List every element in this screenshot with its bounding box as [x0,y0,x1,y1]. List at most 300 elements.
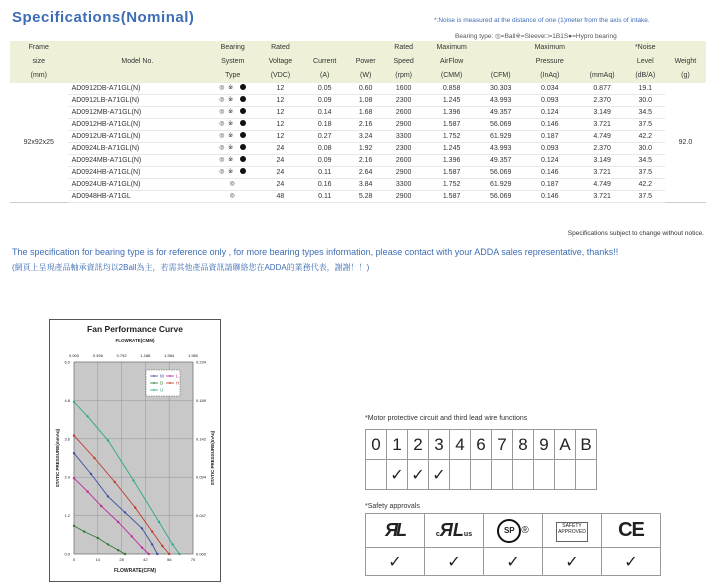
table-header-cell: (A) [303,69,347,83]
speed-cell: 2900 [384,167,422,179]
frame-size-cell: 92x92x25 [10,83,68,203]
cfm-cell: 43.993 [480,95,521,107]
ce-cell [602,514,661,548]
model-cell: AD0912LB-A71GL(N) [68,95,208,107]
bearing-type-cell [207,167,258,179]
table-row [10,119,706,131]
current-cell: 0.18 [303,119,347,131]
current-cell: 0.09 [303,95,347,107]
voltage-cell: 12 [258,131,302,143]
function-check-cell [576,460,597,490]
chart-svg [50,320,220,581]
tuv-cell [543,514,602,548]
chart-legend-label: U [160,387,164,393]
check-icon: ✓ [602,548,661,576]
model-cell: AD0924HB-A71GL(N) [68,167,208,179]
chart-point-H [151,530,153,532]
hypro-bearing-icon [240,108,246,114]
chart-legend-marker [169,375,171,377]
voltage-cell: 12 [258,95,302,107]
ce-icon: CE [618,519,644,541]
cfm-cell: 61.929 [480,179,521,191]
cfm-cell: 56.069 [480,191,521,203]
model-cell: AD0924UB-A71GL(N) [68,179,208,191]
bearing-symbols: ◎ ※ [219,85,235,91]
functions-table [365,429,597,490]
table-header-cell: *Noise [626,41,665,55]
cmm-cell: 0.858 [423,83,481,95]
table-header-cell [579,55,626,69]
table-row [10,179,706,191]
csa-cell: SP ® [484,514,543,548]
disclaimer-english: The specification for bearing type is for reference only , for more bearing types information, please contact with your ADDA sales representative, thanks!! [12,247,619,257]
chart-point-D [117,549,119,551]
power-cell: 2.64 [347,167,385,179]
table-row [10,167,706,179]
inaq-cell: 0.124 [521,155,579,167]
chart-right-tick-label: 0.234 [196,359,207,365]
cmm-cell: 1.396 [423,155,481,167]
chart-point-L [86,490,88,492]
cmm-cell: 1.245 [423,95,481,107]
speed-cell: 1600 [384,83,422,95]
chart-point-M [90,473,92,475]
table-header-cell: (rpm) [384,69,422,83]
model-cell: AD0912UB-A71GL(N) [68,131,208,143]
mmaq-cell: 3.149 [579,107,626,119]
chart-right-tick-label: 0.094 [196,474,207,480]
chart-y-tick-label: 4.8 [64,397,70,403]
bearing-symbols: ◎ ※ [219,169,235,175]
mmaq-cell: 0.877 [579,83,626,95]
power-cell: 1.08 [347,95,385,107]
model-cell: AD0924MB-A71GL(N) [68,155,208,167]
speed-cell: 2600 [384,107,422,119]
speed-cell: 2600 [384,155,422,167]
table-header-cell: Level [626,55,665,69]
function-code-cell: A [555,430,576,460]
table-header-cell: Bearing [207,41,258,55]
chart-y-tick-label: 1.2 [64,513,70,519]
power-cell: 0.60 [347,83,385,95]
table-header-cell: Maximum [423,41,481,55]
bearing-symbols: ◎ [229,181,236,187]
chart-legend-marker [153,389,155,391]
chart-point-D [73,525,75,527]
chart-legend-marker [153,375,155,377]
bearing-symbols: ◎ ※ [219,133,235,139]
weight-cell: 92.0 [665,83,706,203]
table-header-cell: (W) [347,69,385,83]
mmaq-cell: 3.721 [579,191,626,203]
chart-point-L [117,521,119,523]
model-cell: AD0912MB-A71GL(N) [68,107,208,119]
power-cell: 5.28 [347,191,385,203]
chart-right-tick-label: 0.047 [196,513,207,519]
current-cell: 0.16 [303,179,347,191]
bearing-symbols: ◎ ※ [219,121,235,127]
table-row [10,95,706,107]
chart-point-M [156,553,158,555]
inaq-cell: 0.146 [521,119,579,131]
mmaq-cell: 3.721 [579,167,626,179]
power-cell: 3.24 [347,131,385,143]
specifications-table [10,41,706,203]
inaq-cell: 0.093 [521,95,579,107]
bearing-type-cell [207,179,258,191]
check-icon: ✓ [543,548,602,576]
bearing-symbols: ◎ ※ [219,157,235,163]
table-header-cell [68,41,208,55]
table-header-cell: Power [347,55,385,69]
chart-point-U [107,439,109,441]
chart-x-tick-label: 0 [72,557,76,562]
bearing-type-cell [207,95,258,107]
table-row [10,107,706,119]
chart-x-tick-label: 56 [166,557,172,562]
table-header-cell: Rated [384,41,422,55]
noise-cell: 30.0 [626,143,665,155]
function-check-cell [555,460,576,490]
chart-point-H [73,434,75,436]
speed-cell: 3300 [384,179,422,191]
table-header-cell: (CMM) [423,69,481,83]
noise-cell: 30.0 [626,95,665,107]
csa-icon: SP [497,519,521,543]
chart-point-L [131,535,133,537]
chart-x-tick-label: 28 [119,557,124,562]
current-cell: 0.08 [303,143,347,155]
chart-legend-label: D [160,380,164,386]
table-header-cell: (g) [665,69,706,83]
chart-x-axis-label: FLOWRATE(CFM) [113,568,157,574]
chart-y-tick-label: 2.4 [64,474,70,480]
current-cell: 0.09 [303,155,347,167]
function-code-cell: B [576,430,597,460]
function-code-cell: 6 [471,430,492,460]
cfm-cell: 56.069 [480,167,521,179]
table-header-cell: Frame [10,41,68,55]
cfm-cell: 56.069 [480,119,521,131]
chart-point-M [124,511,126,513]
chart-point-L [100,505,102,507]
voltage-cell: 24 [258,143,302,155]
table-header-cell: (dB/A) [626,69,665,83]
chart-point-D [97,537,99,539]
inaq-cell: 0.034 [521,83,579,95]
safety-caption: *Safety approvals [365,503,420,510]
table-header-cell: Maximum [521,41,579,55]
inaq-cell: 0.146 [521,167,579,179]
function-code-cell: 4 [450,430,471,460]
table-header-cell: Voltage [258,55,302,69]
speed-cell: 3300 [384,131,422,143]
chart-point-U [132,479,134,481]
voltage-cell: 24 [258,179,302,191]
cul-recognized-icon: cЯLus [435,520,473,540]
bearing-type-cell [207,119,258,131]
chart-top-tick-label: 0.792 [116,353,127,358]
chart-legend-label: L [176,373,179,379]
cfm-cell: 43.993 [480,143,521,155]
chart-top-tick-label: 0.000 [68,353,80,358]
chart-legend-marker [153,382,155,384]
chart-point-L [141,546,143,548]
noise-note: *:Noise is measured at the distance of one (1)meter from the axis of intake. [434,17,650,24]
chart-legend-label: H [176,380,180,386]
chart-top-tick-label: 1.188 [140,353,151,358]
chart-top-tick-label: 1.584 [164,353,175,358]
mmaq-cell: 3.721 [579,119,626,131]
bearing-symbols: ◎ [229,193,236,199]
chart-point-L [148,553,150,555]
hypro-bearing-icon [240,168,246,174]
function-code-cell: 9 [534,430,555,460]
table-header-cell: Model No. [68,55,208,69]
chart-point-D [107,543,109,545]
table-header-cell: (mmAq) [579,69,626,83]
chart-top-tick-label: 0.396 [92,353,103,358]
noise-cell: 19.1 [626,83,665,95]
current-cell: 0.11 [303,167,347,179]
cmm-cell: 1.587 [423,119,481,131]
chart-point-D [124,553,126,555]
function-check-cell [534,460,555,490]
bearing-type-legend-prefix: Bearing type: [455,33,494,40]
voltage-cell: 24 [258,155,302,167]
bearing-type-cell [207,191,258,203]
tuv-icon: SAFETY APPROVED [556,522,588,542]
chart-point-H [168,553,170,555]
current-cell: 0.14 [303,107,347,119]
disclaimer-chinese: (網頁上呈現產品軸承資訊均以2Ball為主，若需其他產品資訊請聯絡您在ADDA的業務代表，謝謝！！) [12,263,370,272]
function-check-cell [366,460,387,490]
hypro-bearing-icon [240,144,246,150]
chart-point-U [158,521,160,523]
function-check-cell [450,460,471,490]
check-icon: ✓ [366,548,425,576]
function-check-cell [513,460,534,490]
hypro-bearing-icon [240,96,246,102]
chart-legend-marker [169,382,171,384]
mmaq-cell: 3.149 [579,155,626,167]
chart-point-U [73,401,75,403]
chart-point-H [134,506,136,508]
cfm-cell: 49.357 [480,107,521,119]
table-header-cell: Current [303,55,347,69]
noise-cell: 34.5 [626,107,665,119]
speed-cell: 2900 [384,119,422,131]
chart-y-tick-label: 3.6 [64,436,70,442]
table-header-cell: size [10,55,68,69]
chart-x-tick-label: 42 [143,557,148,562]
function-code-cell: 7 [492,430,513,460]
hypro-bearing-icon [240,156,246,162]
table-header-cell: Pressure [521,55,579,69]
chart-y-axis-label: STATIC PRESSURE(mmAq) [55,428,60,488]
table-header-cell [303,41,347,55]
chart-point-H [114,481,116,483]
bearing-symbols: ◎ ※ [219,145,235,151]
table-header-cell: Rated [258,41,302,55]
mmaq-cell: 2.370 [579,95,626,107]
bearing-symbols: ◎ ※ [219,97,235,103]
bearing-symbols: ◎ ※ [219,109,235,115]
table-header-cell: (VDC) [258,69,302,83]
voltage-cell: 48 [258,191,302,203]
bearing-type-cell [207,143,258,155]
table-header-cell [665,41,706,55]
bearing-type-cell [207,107,258,119]
voltage-cell: 12 [258,119,302,131]
ul-recognized-icon: ЯL [384,520,406,540]
current-cell: 0.27 [303,131,347,143]
chart-point-H [93,457,95,459]
power-cell: 3.84 [347,179,385,191]
noise-cell: 34.5 [626,155,665,167]
hypro-bearing-icon [240,84,246,90]
cmm-cell: 1.587 [423,167,481,179]
chart-legend-label: M [160,373,164,379]
table-header-cell: Type [207,69,258,83]
cfm-cell: 61.929 [480,131,521,143]
power-cell: 1.92 [347,143,385,155]
check-icon: ✓ [408,460,429,490]
model-cell: AD0924LB-A71GL(N) [68,143,208,155]
table-header-cell: Speed [384,55,422,69]
inaq-cell: 0.187 [521,131,579,143]
noise-cell: 42.2 [626,131,665,143]
hypro-bearing-icon [240,132,246,138]
noise-cell: 37.5 [626,191,665,203]
chart-point-U [171,543,173,545]
cmm-cell: 1.396 [423,107,481,119]
current-cell: 0.11 [303,191,347,203]
cmm-cell: 1.245 [423,143,481,155]
inaq-cell: 0.187 [521,179,579,191]
table-row [10,143,706,155]
chart-x-tick-label: 70 [190,557,196,562]
chart-top-axis-label: FLOWRATE(CMM) [115,338,155,343]
cfm-cell: 49.357 [480,155,521,167]
chart-point-U [86,415,88,417]
table-header-cell: (CFM) [480,69,521,83]
function-check-cell [492,460,513,490]
chart-x-tick-label: 14 [95,557,101,562]
cfm-cell: 30.303 [480,83,521,95]
spec-footnote: Specifications subject to change without notice. [567,230,704,237]
table-header-cell [480,55,521,69]
table-row [10,155,706,167]
check-icon: ✓ [429,460,450,490]
bearing-type-cell [207,155,258,167]
bearing-type-legend-text: ◎=Ball※=Sleeve□=1B1S●=Hypro bearing [495,33,617,40]
mmaq-cell: 4.749 [579,179,626,191]
table-header-cell [347,41,385,55]
bearing-type-cell [207,131,258,143]
function-code-cell: 3 [429,430,450,460]
cul-recognized-cell [425,514,484,548]
power-cell: 2.16 [347,119,385,131]
table-row [10,83,706,95]
table-header-cell: AirFlow [423,55,481,69]
function-code-cell: 2 [408,430,429,460]
chart-right-tick-label: 0.189 [196,397,207,403]
chart-point-M [141,527,143,529]
chart-right-tick-label: 0.142 [196,436,207,442]
cmm-cell: 1.752 [423,131,481,143]
cmm-cell: 1.587 [423,191,481,203]
bearing-type-legend [455,32,617,40]
power-cell: 1.68 [347,107,385,119]
function-code-cell: 1 [387,430,408,460]
chart-point-M [73,452,75,454]
chart-point-H [161,545,163,547]
chart-y-tick-label: 6.0 [64,359,70,365]
table-row [10,131,706,143]
current-cell: 0.05 [303,83,347,95]
safety-approvals-table [365,513,661,576]
table-header-cell: (InAq) [521,69,579,83]
voltage-cell: 12 [258,83,302,95]
noise-cell: 37.5 [626,119,665,131]
speed-cell: 2300 [384,95,422,107]
table-header-cell [68,69,208,83]
mmaq-cell: 2.370 [579,143,626,155]
check-icon: ✓ [425,548,484,576]
hypro-bearing-icon [240,120,246,126]
chart-point-M [151,543,153,545]
functions-caption: *Motor protective circuit and third lead wire functions [365,415,528,422]
function-check-cell [471,460,492,490]
table-header-cell: System [207,55,258,69]
function-code-cell: 0 [366,430,387,460]
model-cell: AD0912HB-A71GL(N) [68,119,208,131]
voltage-cell: 12 [258,107,302,119]
speed-cell: 2300 [384,143,422,155]
ul-recognized-cell [366,514,425,548]
noise-cell: 42.2 [626,179,665,191]
inaq-cell: 0.124 [521,107,579,119]
chart-title: Fan Performance Curve [87,324,183,334]
table-header-cell [480,41,521,55]
function-code-cell: 8 [513,430,534,460]
table-header-cell [579,41,626,55]
chart-point-D [83,530,85,532]
check-icon: ✓ [387,460,408,490]
power-cell: 2.16 [347,155,385,167]
noise-cell: 37.5 [626,167,665,179]
chart-right-axis-label: STATIC PRESSURE(InAq) [210,430,215,486]
fan-performance-chart [49,319,221,582]
chart-point-L [73,477,75,479]
chart-point-U [178,553,180,555]
inaq-cell: 0.093 [521,143,579,155]
chart-right-tick-label: 0.000 [196,551,207,557]
model-cell: AD0948HB-A71GL [68,191,208,203]
cmm-cell: 1.752 [423,179,481,191]
table-header-cell: (mm) [10,69,68,83]
speed-cell: 2900 [384,191,422,203]
model-cell: AD0912DB-A71GL(N) [68,83,208,95]
page-title: Specifications(Nominal) [12,9,195,26]
check-icon: ✓ [484,548,543,576]
chart-y-tick-label: 0.0 [64,551,70,557]
mmaq-cell: 4.749 [579,131,626,143]
inaq-cell: 0.146 [521,191,579,203]
chart-point-M [107,495,109,497]
chart-top-tick-label: 1.980 [187,353,199,358]
